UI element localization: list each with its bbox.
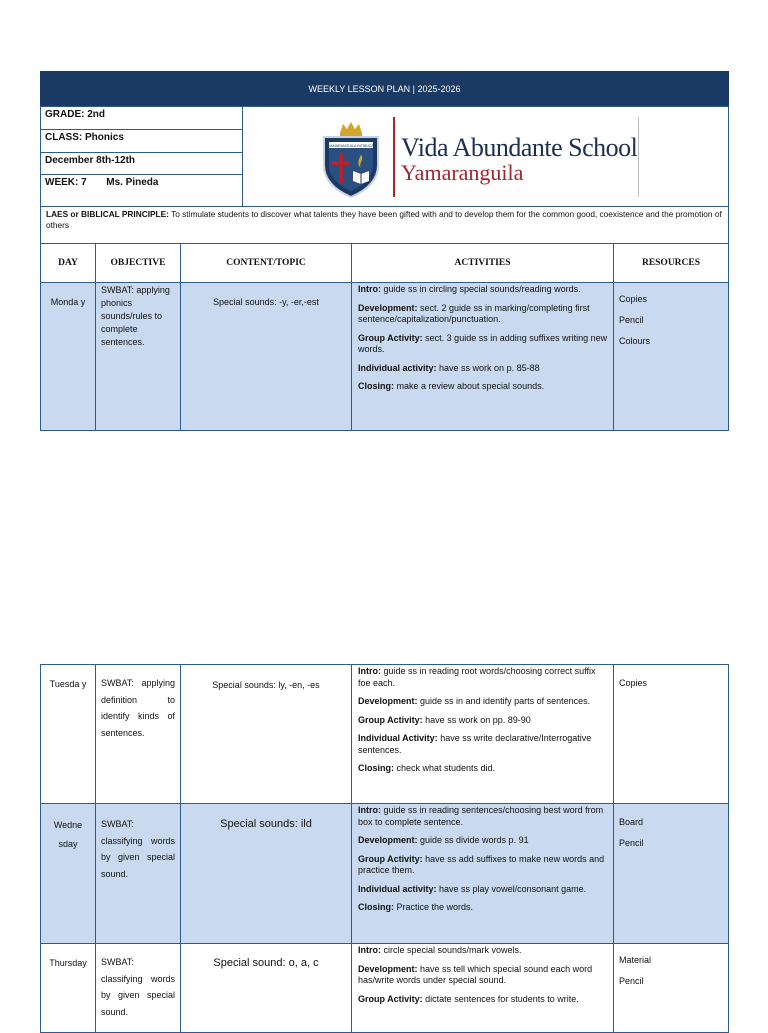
resource-item: Pencil: [619, 315, 644, 325]
day-cell-tuesday: [40, 664, 96, 804]
content-cell-wednesday: [180, 803, 352, 944]
activities-cell-monday: [351, 282, 614, 431]
activity-development: Development: have ss tell which special sound each word has/write words under special sound.: [358, 963, 593, 985]
activity-intro: Intro: circle special sounds/mark vowels.: [358, 945, 522, 955]
activity-group: Group Activity: sect. 3 guide ss in adding suffixes writing new words.: [358, 332, 608, 354]
activity-development: Development: sect. 2 guide ss in marking/completing first sentence/capitalization/punctuation.: [358, 302, 590, 324]
teacher-label: Ms. Pineda: [106, 177, 159, 188]
col-header-objective-label: OBJECTIVE: [110, 258, 166, 268]
activities-cell-tuesday: [351, 664, 614, 804]
school-name: Vida Abundante School: [401, 133, 638, 162]
day-label: Wedne sday: [53, 820, 83, 849]
resource-item: Copies: [619, 678, 648, 688]
grade-label: GRADE: 2nd: [45, 109, 105, 120]
content-text: Special sounds: -y, -er,-est: [213, 297, 319, 307]
content-text: Special sounds: ild: [220, 818, 312, 830]
content-text: Special sound: o, a, c: [213, 957, 319, 969]
activity-individual: Individual Activity: have ss write declarative/Interrogative sentences.: [358, 733, 592, 755]
day-cell-monday: [40, 282, 96, 431]
objective-text: SWBAT: applying phonics sounds/rules to complete sentences.: [101, 285, 170, 347]
resources-cell-thursday: [613, 943, 729, 1033]
activity-development: Development: guide ss in and identify parts of sentences.: [358, 696, 591, 706]
objective-cell-monday: [95, 282, 181, 431]
col-header-objective: [95, 243, 181, 283]
resource-item: Colours: [619, 336, 651, 346]
laes-text: To stimulate students to discover what talents they have been gifted with and to develop them for the common good, coexistence and the promotion of others: [46, 209, 722, 230]
col-header-activities: [351, 243, 614, 283]
objective-text: SWBAT: classifying words by given special sound.: [101, 957, 175, 1017]
content-cell-thursday: [180, 943, 352, 1033]
objective-text: SWBAT: applying definition to identify kinds of sentences.: [101, 678, 175, 738]
laes-label: LAES or BIBLICAL PRINCIPLE:: [46, 209, 169, 219]
day-label: Tuesda y: [49, 679, 87, 689]
week-cell: [40, 174, 243, 207]
col-header-activities-label: ACTIVITIES: [454, 258, 511, 268]
objective-text: SWBAT: classifying words by given special sound.: [101, 819, 175, 879]
class-cell: [40, 129, 243, 153]
activity-intro: Intro: guide ss in reading sentences/choosing best word from box to complete sentence.: [358, 805, 604, 827]
resources-cell-tuesday: [613, 664, 729, 804]
lesson-plan-title: WEEKLY LESSON PLAN | 2025-2026: [308, 84, 461, 94]
activity-closing: Closing: Practice the words.: [358, 902, 474, 912]
objective-cell-thursday: [95, 943, 181, 1033]
laes-cell: [40, 206, 729, 244]
week-label: WEEK: 7: [45, 177, 87, 188]
activity-group: Group Activity: dictate sentences for students to write.: [358, 993, 579, 1004]
content-text: Special sounds: ly, -en, -es: [212, 680, 320, 690]
activity-intro: Intro: guide ss in reading root words/choosing correct suffix foe each.: [358, 666, 596, 688]
day-label: Thursday: [49, 958, 87, 968]
content-cell-monday: [180, 282, 352, 431]
day-label: Monda y: [50, 297, 86, 307]
resource-item: Board: [619, 817, 644, 827]
activity-individual: Individual activity: have ss work on p. 85-88: [358, 362, 540, 373]
content-cell-tuesday: [180, 664, 352, 804]
day-cell-wednesday: [40, 803, 96, 944]
activities-cell-wednesday: [351, 803, 614, 944]
crest-text: YAMARANGUILA INTIBUCÁ: [328, 144, 374, 148]
logo-divider: [393, 117, 395, 197]
objective-cell-tuesday: [95, 664, 181, 804]
logo-divider-right: [638, 117, 639, 197]
col-header-day-label: DAY: [58, 258, 78, 268]
resource-item: Pencil: [619, 976, 644, 986]
resources-cell-wednesday: [613, 803, 729, 944]
dates-cell: [40, 152, 243, 175]
activities-cell-thursday: [351, 943, 614, 1033]
resource-item: Material: [619, 955, 652, 965]
grade-cell: [40, 106, 243, 130]
objective-cell-wednesday: [95, 803, 181, 944]
resource-item: Copies: [619, 294, 648, 304]
col-header-day: [40, 243, 96, 283]
resource-item: Pencil: [619, 838, 644, 848]
logo-cell: [242, 106, 729, 207]
school-city: Yamaranguila: [401, 160, 524, 185]
lesson-plan-header: [40, 71, 729, 107]
resources-cell-monday: [613, 282, 729, 431]
activity-intro: Intro: guide ss in circling special sounds/reading words.: [358, 284, 581, 294]
activity-development: Development: guide ss divide words p. 91: [358, 835, 529, 845]
school-crest-logo: [321, 119, 381, 199]
class-label: CLASS: Phonics: [45, 132, 124, 143]
activity-closing: Closing: check what students did.: [358, 763, 496, 773]
col-header-resources-label: RESOURCES: [641, 258, 701, 268]
activity-group: Group Activity: have ss work on pp. 89-90: [358, 714, 531, 725]
activity-closing: Closing: make a review about special sounds.: [358, 381, 545, 391]
activity-group: Group Activity: have ss add suffixes to make new words and practice them.: [358, 853, 605, 875]
day-cell-thursday: [40, 943, 96, 1033]
col-header-content-label: CONTENT/TOPIC: [226, 258, 306, 268]
dates-label: December 8th-12th: [45, 155, 136, 166]
col-header-resources: [613, 243, 729, 283]
activity-individual: Individual activity: have ss play vowel/consonant game.: [358, 883, 587, 894]
col-header-content: [180, 243, 352, 283]
